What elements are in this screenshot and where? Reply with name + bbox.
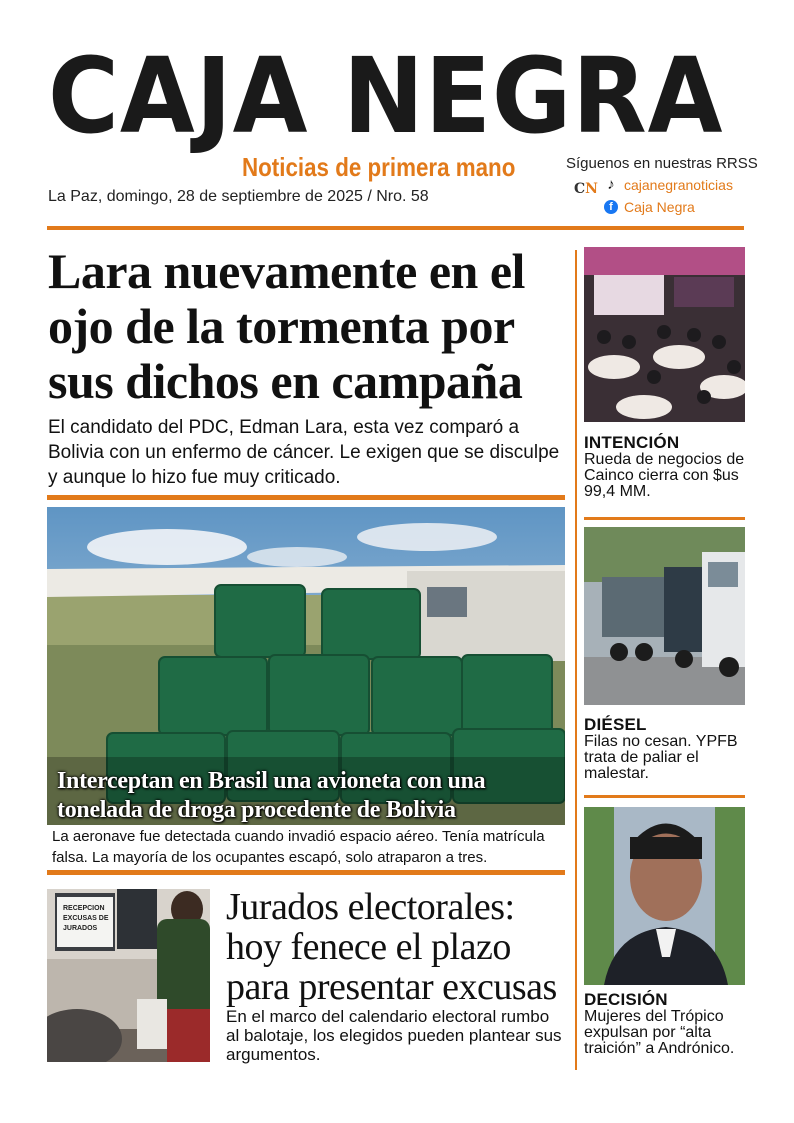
sidebar-photo-trucks[interactable]: [584, 527, 745, 705]
sidebar-kicker: DIÉSEL: [584, 715, 647, 734]
bottom-story-headline[interactable]: Jurados electorales: hoy fenece el plazo para presentar excusas: [226, 886, 557, 1008]
tiktok-handle: cajanegranoticias: [624, 177, 733, 193]
photo-sign-text: JURADOS: [63, 925, 98, 932]
social-tiktok-link[interactable]: [604, 177, 733, 193]
sidebar-photo-business-fair[interactable]: [584, 247, 745, 422]
photo-story-caption: La aeronave fue detectada cuando invadió espacio aéreo. Tenía matrícula falsa. La mayoría de los ocupantes escapó, solo atraparon a tres.: [52, 828, 545, 866]
sidebar-rule: [584, 517, 745, 520]
sidebar-text[interactable]: Filas no cesan. YPFB trata de paliar el malestar.: [584, 733, 738, 782]
caja-negra-logo-icon: CN: [574, 181, 598, 197]
lead-summary: El candidato del PDC, Edman Lara, esta vez comparó a Bolivia con un enfermo de cáncer. Le exigen que se disculpe y aunque lo hizo fue muy criticado.: [48, 417, 560, 488]
sidebar-kicker: INTENCIÓN: [584, 433, 680, 452]
sidebar-kicker: DECISIÓN: [584, 990, 668, 1009]
photo-sign-text: EXCUSAS DE: [63, 915, 109, 922]
facebook-handle: Caja Negra: [624, 199, 695, 215]
column-divider: [575, 250, 577, 1070]
mid-rule: [47, 870, 565, 875]
lead-headline[interactable]: Lara nuevamente en el ojo de la tormenta por sus dichos en campaña: [48, 243, 525, 409]
lead-rule: [47, 495, 565, 500]
dateline: La Paz, domingo, 28 de septiembre de 2025 / Nro. 58: [48, 188, 429, 205]
top-rule: [47, 226, 744, 230]
facebook-icon: f: [604, 200, 618, 214]
social-facebook-link[interactable]: [604, 199, 695, 215]
photo-story-headline[interactable]: Interceptan en Brasil una avioneta con una tonelada de droga procedente de Bolivia: [57, 768, 486, 823]
sidebar-text[interactable]: Mujeres del Trópico expulsan por “alta traición” a Andrónico.: [584, 1008, 735, 1057]
masthead-title: CAJA NEGRA: [48, 35, 724, 157]
tiktok-icon: ♪: [607, 176, 615, 193]
tagline: Noticias de primera mano: [242, 152, 516, 182]
sidebar-text[interactable]: Rueda de negocios de Cainco cierra con $us 99,4 MM.: [584, 451, 745, 500]
photo-sign-text: RECEPCION: [63, 905, 105, 912]
social-heading: Síguenos en nuestras RRSS: [566, 155, 758, 172]
bottom-story-summary: En el marco del calendario electoral rumbo al balotaje, los elegidos pueden plantear sus argumentos.: [226, 1007, 562, 1064]
sidebar-photo-politician[interactable]: [584, 807, 745, 985]
jurados-photo[interactable]: [47, 889, 210, 1062]
sidebar-rule: [584, 795, 745, 798]
photo-story-image[interactable]: [47, 507, 565, 825]
